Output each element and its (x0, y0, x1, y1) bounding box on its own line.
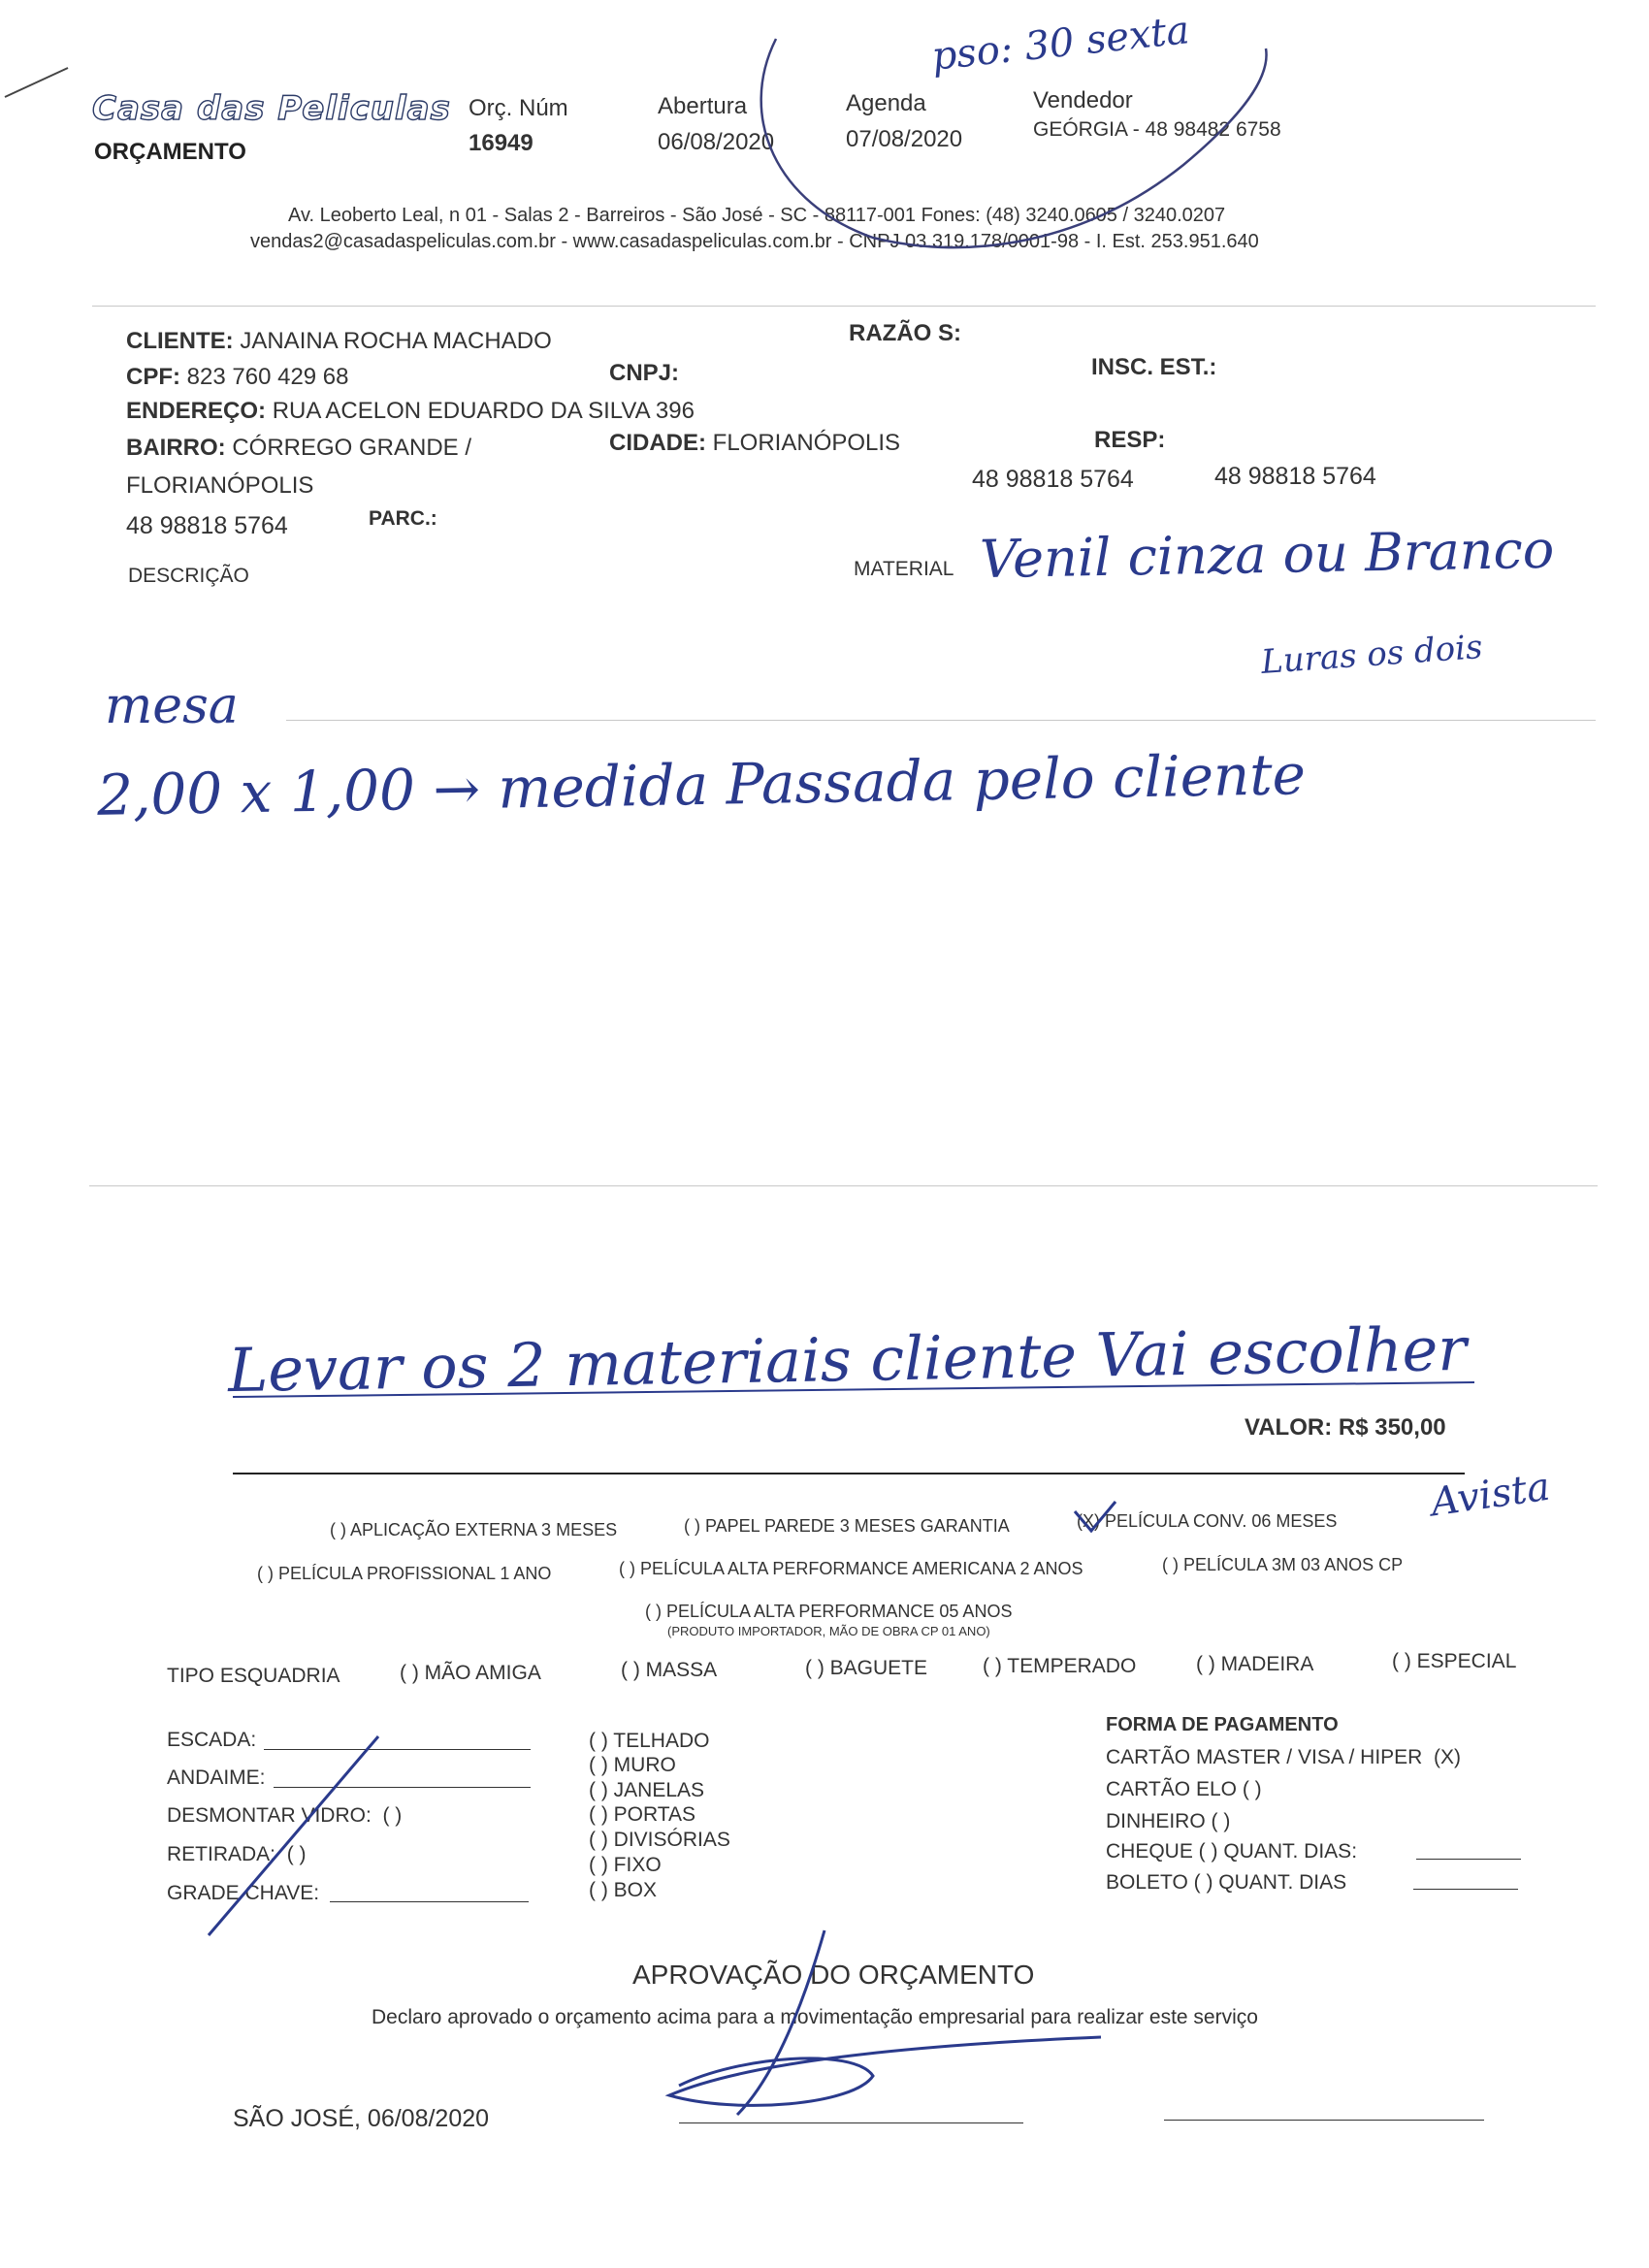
header-divider (92, 306, 1596, 307)
pagamento-cartao-checkbox[interactable]: (X) (1434, 1746, 1462, 1768)
resp-phone-2: 48 98818 5764 (1214, 463, 1376, 490)
local-janelas[interactable]: ( ) JANELAS (589, 1779, 705, 1801)
insc-est-label: INSC. EST.: (1091, 354, 1217, 380)
desmontar-vidro-checkbox[interactable]: ( ) (382, 1804, 403, 1827)
cliente-phone: 48 98818 5764 (126, 512, 288, 539)
andaime-line[interactable] (274, 1787, 531, 1788)
cnpj-label: CNPJ: (609, 360, 680, 386)
option-pelicula-profissional[interactable]: ( ) PELÍCULA PROFISSIONAL 1 ANO (257, 1564, 552, 1583)
vendedor-label: Vendedor (1033, 87, 1133, 113)
note-handwritten: Levar os 2 materiais cliente Vai escolher (227, 1312, 1468, 1407)
description-divider (286, 720, 1596, 721)
retirada-checkbox[interactable]: ( ) (286, 1843, 307, 1865)
vendedor-value: GEÓRGIA - 48 98482 6758 (1033, 118, 1281, 141)
item-handwritten: mesa (105, 677, 239, 735)
measure-handwritten: 2,00 x 1,00 → medida Passada pelo cliente (96, 741, 1307, 828)
escada-label: ESCADA: (167, 1729, 257, 1751)
local-data: SÃO JOSÉ, 06/08/2020 (233, 2105, 490, 2132)
grade-chave-line[interactable] (330, 1901, 529, 1902)
abertura-label: Abertura (658, 93, 748, 119)
pagamento-elo[interactable]: CARTÃO ELO ( ) (1106, 1778, 1262, 1800)
signature-line-client[interactable] (679, 2122, 1023, 2123)
option-pelicula-americana[interactable]: ( ) PELÍCULA ALTA PERFORMANCE AMERICANA 2 ANOS (619, 1559, 1083, 1578)
local-fixo[interactable]: ( ) FIXO (589, 1854, 662, 1876)
tipo-esquadria-label: TIPO ESQUADRIA (167, 1665, 340, 1687)
desmontar-vidro-label: DESMONTAR VIDRO: ( ) (167, 1804, 403, 1827)
cheque-dias-line[interactable] (1416, 1859, 1521, 1860)
cidade-field: CIDADE: FLORIANÓPOLIS (609, 430, 901, 456)
esquadria-madeira[interactable]: ( ) MADEIRA (1196, 1653, 1314, 1675)
corner-pencil-mark (5, 68, 68, 97)
option-pelicula-conv[interactable]: (X) PELÍCULA CONV. 06 MESES (1077, 1511, 1338, 1531)
resp-label: RESP: (1094, 427, 1166, 453)
resp-phone-1: 48 98818 5764 (972, 466, 1134, 493)
razao-label: RAZÃO S: (849, 320, 961, 346)
orc-num-value: 16949 (469, 130, 534, 156)
body-divider (89, 1185, 1598, 1186)
bairro-field: BAIRRO: CÓRREGO GRANDE / (126, 435, 472, 461)
parc-label: PARC.: (369, 507, 437, 530)
cpf-field: CPF: 823 760 429 68 (126, 364, 349, 390)
esquadria-mao-amiga[interactable]: ( ) MÃO AMIGA (400, 1662, 541, 1684)
local-box[interactable]: ( ) BOX (589, 1879, 658, 1901)
grade-chave-label: GRADE CHAVE: (167, 1882, 320, 1904)
endereco-field: ENDEREÇO: RUA ACELON EDUARDO DA SILVA 396 (126, 398, 695, 424)
material-handwritten: Venil cinza ou Branco (979, 518, 1555, 591)
aprovacao-title: APROVAÇÃO DO ORÇAMENTO (632, 1960, 1035, 1990)
local-divisorias[interactable]: ( ) DIVISÓRIAS (589, 1829, 730, 1851)
signature-line-company[interactable] (1164, 2120, 1484, 2121)
option-pelicula-3m[interactable]: ( ) PELÍCULA 3M 03 ANOS CP (1162, 1555, 1404, 1574)
option-aplicacao-externa[interactable]: ( ) APLICAÇÃO EXTERNA 3 MESES (330, 1520, 618, 1539)
avista-handwritten: Avista (1428, 1464, 1553, 1526)
orc-num-label: Orç. Núm (469, 95, 568, 121)
agenda-value: 07/08/2020 (846, 126, 963, 152)
document-type: ORÇAMENTO (94, 139, 246, 165)
pagamento-cheque[interactable]: CHEQUE ( ) QUANT. DIAS: (1106, 1840, 1358, 1863)
bairro-line2: FLORIANÓPOLIS (126, 472, 314, 499)
material-handwritten-2: Luras os dois (1259, 628, 1484, 682)
option-pelicula-alta-performance-note: (PRODUTO IMPORTADOR, MÃO DE OBRA CP 01 ANO) (667, 1624, 990, 1638)
abertura-value: 06/08/2020 (658, 129, 775, 155)
pagamento-boleto[interactable]: BOLETO ( ) QUANT. DIAS (1106, 1871, 1347, 1894)
esquadria-baguete[interactable]: ( ) BAGUETE (805, 1657, 928, 1679)
valor-line (233, 1473, 1465, 1474)
boleto-dias-line[interactable] (1413, 1889, 1518, 1890)
descricao-label: DESCRIÇÃO (128, 565, 249, 587)
cliente-field: CLIENTE: JANAINA ROCHA MACHADO (126, 328, 552, 354)
esquadria-especial[interactable]: ( ) ESPECIAL (1392, 1650, 1517, 1672)
option-papel-parede[interactable]: ( ) PAPEL PAREDE 3 MESES GARANTIA (684, 1516, 1010, 1536)
esquadria-massa[interactable]: ( ) MASSA (621, 1659, 718, 1681)
forma-pagamento-title: FORMA DE PAGAMENTO (1106, 1714, 1339, 1735)
local-telhado[interactable]: ( ) TELHADO (589, 1730, 710, 1752)
material-label: MATERIAL (854, 558, 954, 580)
company-address: Av. Leoberto Leal, n 01 - Salas 2 - Barreiros - São José - SC - 88117-001 Fones: (48) 3240.0605 / 3240.0207 (288, 205, 1226, 226)
valor-field: VALOR: R$ 350,00 (1245, 1414, 1446, 1441)
handwritten-header-note: pso: 30 sexta (929, 8, 1192, 80)
pagamento-dinheiro[interactable]: DINHEIRO ( ) (1106, 1810, 1231, 1832)
andaime-label: ANDAIME: (167, 1766, 266, 1789)
company-contacts: vendas2@casadaspeliculas.com.br - www.casadaspeliculas.com.br - CNPJ 03.319.178/0001-98 - I. Est. 253.951.640 (250, 231, 1259, 252)
escada-line[interactable] (264, 1749, 531, 1750)
agenda-label: Agenda (846, 90, 926, 116)
company-logo: Casa das Peliculas (92, 89, 451, 128)
aprovacao-text: Declaro aprovado o orçamento acima para a movimentação empresarial para realizar este serviço (372, 2006, 1258, 2028)
esquadria-temperado[interactable]: ( ) TEMPERADO (983, 1655, 1137, 1677)
option-pelicula-alta-performance[interactable]: ( ) PELÍCULA ALTA PERFORMANCE 05 ANOS (645, 1602, 1013, 1621)
local-muro[interactable]: ( ) MURO (589, 1754, 676, 1776)
local-portas[interactable]: ( ) PORTAS (589, 1803, 696, 1826)
retirada-label: RETIRADA: ( ) (167, 1843, 307, 1865)
pagamento-cartao[interactable]: CARTÃO MASTER / VISA / HIPER (X) (1106, 1746, 1462, 1768)
